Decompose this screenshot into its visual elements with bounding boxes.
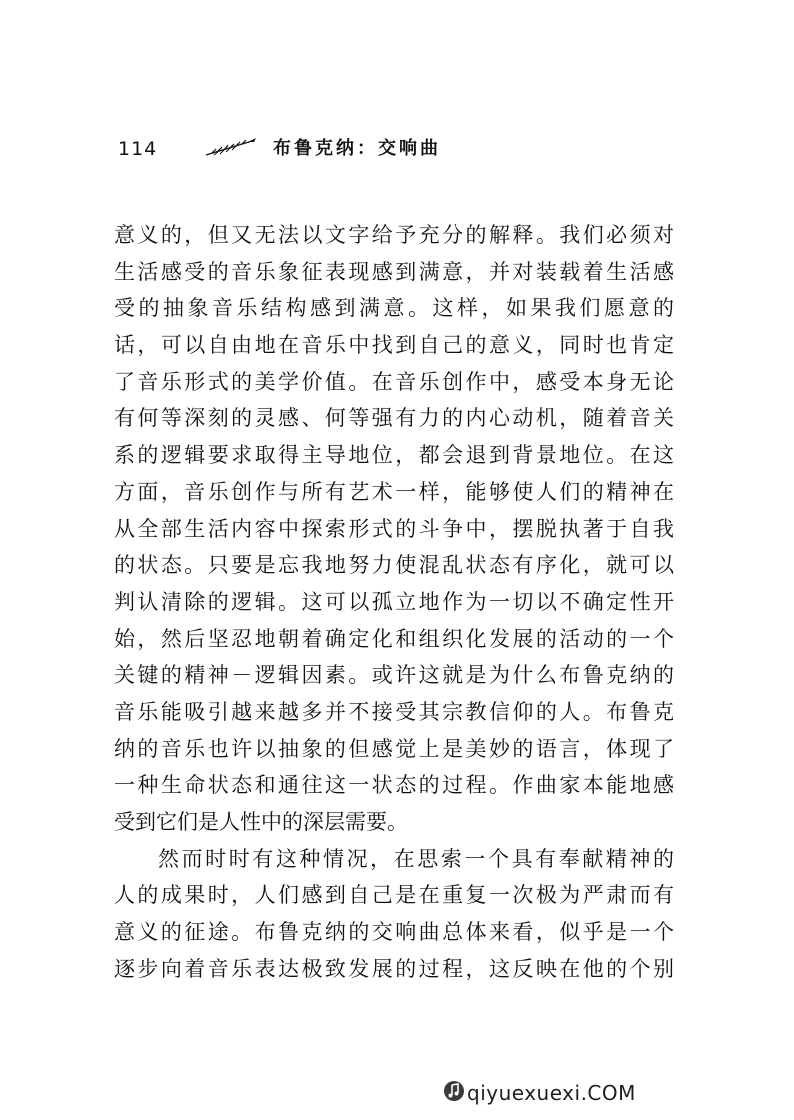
text-line: 受的抽象音乐结构感到满意。这样，如果我们愿意的 [114,296,674,321]
watermark-text: qiyuexuexi.COM [467,1081,636,1105]
text-line: 有何等深刻的灵感、何等强有力的内心动机，随着音关 [114,406,674,431]
text-line: 判认清除的逻辑。这可以孤立地作为一切以不确定性开 [114,589,674,614]
running-title: 布鲁克纳：交响曲 [273,138,441,159]
text-line: 从全部生活内容中探索形式的斗争中，摆脱执著于自我 [114,516,674,541]
text-line: 逐步向着音乐表达极致发展的过程，这反映在他的个别 [114,956,674,981]
text-line: 关键的精神－逻辑因素。或许这就是为什么布鲁克纳的 [114,663,674,688]
text-line: 意义的，但又无法以文字给予充分的解释。我们必须对 [114,223,674,247]
text-line: 了音乐形式的美学价值。在音乐创作中，感受本身无论 [114,369,674,394]
text-line: 话，可以自由地在音乐中找到自己的意义，同时也肯定 [114,333,674,358]
text-line: 系的逻辑要求取得主导地位，都会退到背景地位。在这 [114,443,674,468]
text-line: 的状态。只要是忘我地努力使混乱状态有序化，就可以 [114,553,674,578]
text-line: 生活感受的音乐象征表现感到满意，并对装载着生活感 [114,259,674,284]
text-line: 人的成果时，人们感到自己是在重复一次极为严肃而有 [114,883,674,908]
text-line: 然而时时有这种情况，在思索一个具有奉献精神的 [158,846,674,871]
text-line: 纳的音乐也许以抽象的但感觉上是美妙的语言，体现了 [114,736,674,761]
text-line: 一种生命状态和通往这一状态的过程。作曲家本能地感 [114,773,674,798]
body-text [114,217,674,987]
text-line: 方面，音乐创作与所有艺术一样，能够使人们的精神在 [114,479,674,504]
text-line: 意义的征途。布鲁克纳的交响曲总体来看，似乎是一个 [114,920,674,945]
paragraph [114,841,674,988]
feather-ornament-icon [204,136,260,162]
page-number: 114 [118,138,158,160]
paragraph [114,217,674,841]
text-line: 始，然后坚忍地朝着确定化和组织化发展的活动的一个 [114,626,674,651]
music-note-logo-icon [443,1080,465,1106]
text-line: 音乐能吸引越来越多并不接受其宗教信仰的人。布鲁克 [114,699,674,724]
text-line: 受到它们是人性中的深层需要。 [114,810,408,834]
running-header [118,134,678,164]
